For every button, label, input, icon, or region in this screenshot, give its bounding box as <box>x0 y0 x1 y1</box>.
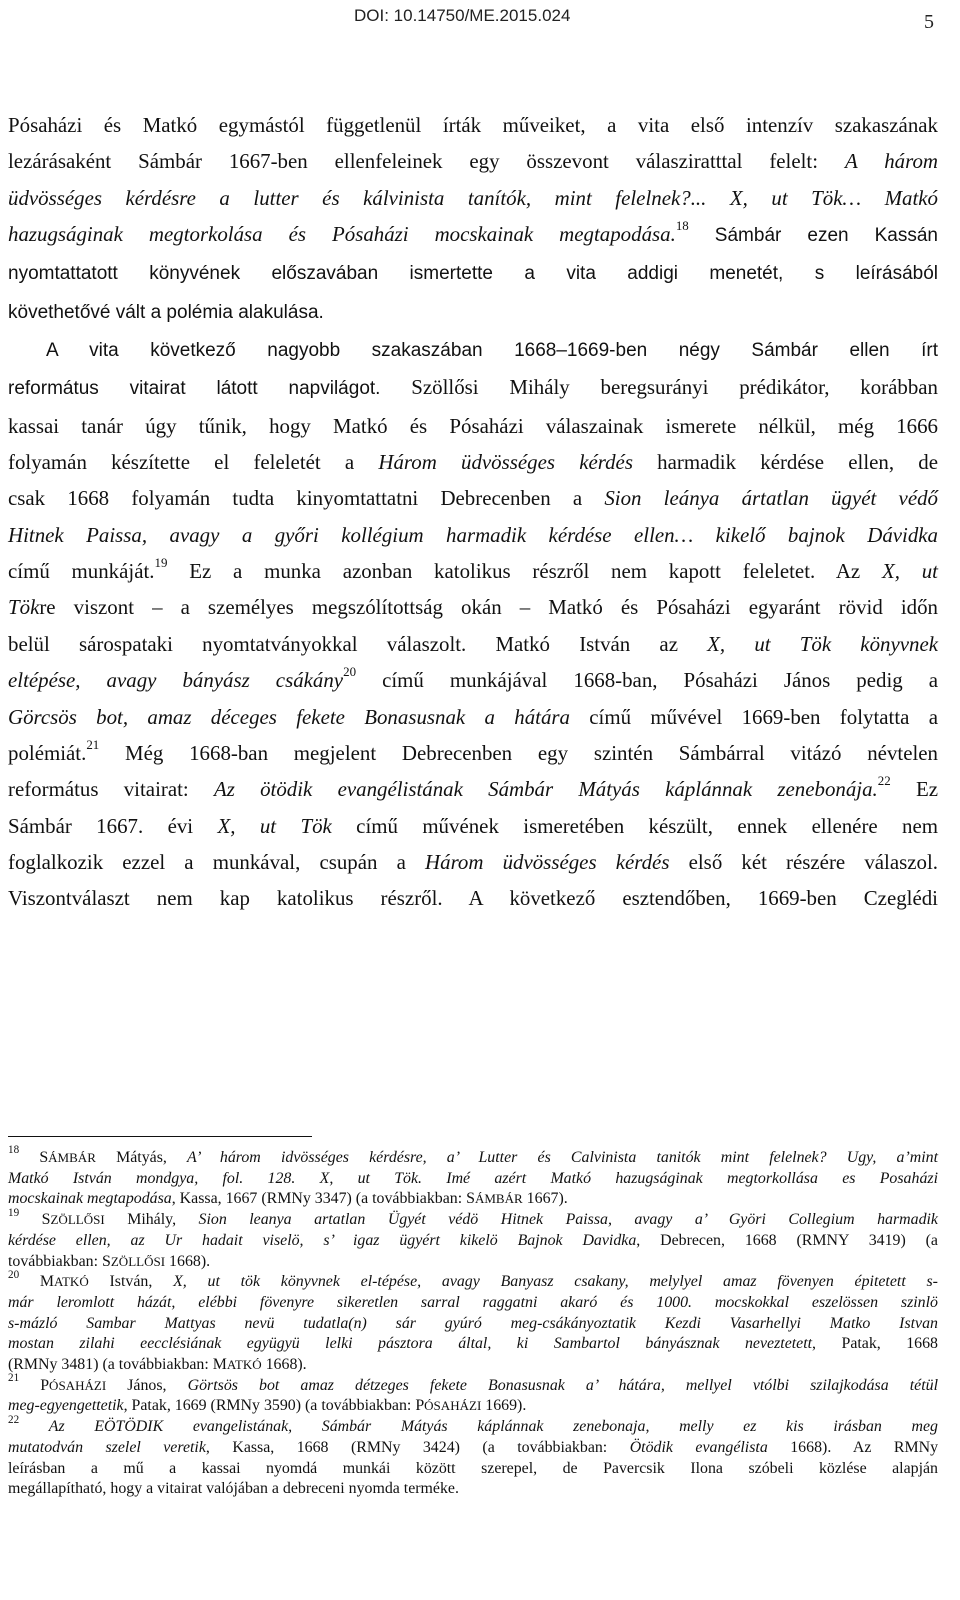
footnote-18-line-1: $^{18}$ SÁMBÁR Mátyás, A’ három idvösséges kérdésre, a’ Lutter és Calvinista tanitók mint felelnek? Ugy, a’mint <box>8 1144 938 1166</box>
paragraph-2-line-9: belül sárospataki nyomtatványokkal válaszolt. Matkó István az X, ut Tök könyvnek <box>8 631 939 656</box>
paragraph-1-line-2: lezárásaként Sámbár 1667-ben ellenfeleinek egy összevont válasziratttal felelt: A három <box>8 149 938 174</box>
paragraph-1-line-3: üdvösséges kérdésre a lutter és kálvinista tanítók, mint felelnek?... X, ut Tök… Matkó <box>8 185 938 210</box>
paragraph-2-line-3: kassai tanár úgy tűnik, hogy Matkó és Pósaházi válaszainak ismerete nélkül, még 1666 <box>8 413 938 438</box>
paragraph-2-line-1: A vita következő nagyobb szakaszában 1668–1669-ben négy Sámbár ellen írt <box>46 340 938 362</box>
paragraph-2-line-8: Tökre viszont – a személyes megszólítottság okán – Matkó és Pósaházi egyaránt rövid időn <box>8 595 938 620</box>
paragraph-1-line-5: nyomtattatott könyvének előszavában ismertette a vita addigi menetét, s leírásából <box>8 263 938 285</box>
footnote-21-line-2: meg-egyengettetik, Patak, 1669 (RMNy 3590) (a továbbiakban: PÓSAHÁZI 1669). <box>8 1397 527 1415</box>
footnote-separator <box>8 1136 312 1137</box>
paragraph-2-line-5: csak 1668 folyamán tudta kinyomtattatni Debrecenben a Sion leánya ártatlan ügyét védő <box>8 486 938 511</box>
footnote-18-line-3: mocskainak megtapodása, Kassa, 1667 (RMNy 3347) (a továbbiakban: SÁMBÁR 1667). <box>8 1190 568 1208</box>
paragraph-1-line-1: Pósaházi és Matkó egymástól függetlenül írták műveiket, a vita első intenzív szakaszának <box>8 113 938 137</box>
paragraph-1-line-4: hazugságinak megtorkolása és Pósaházi mocskainak megtapodása.$^{18}$ Sámbár ezen Kassán <box>8 217 938 247</box>
paragraph-2-line-4: folyamán készítette el feleletét a Három üdvösséges kérdés harmadik kérdése ellen, de <box>8 450 938 475</box>
footnotes <box>8 1144 939 1500</box>
paragraph-2-line-16: Viszontválaszt nem kap katolikus részről. A következő esztendőben, 1669-ben Czeglédi <box>8 886 938 911</box>
footnote-ref-19[interactable]: 19 <box>154 554 168 570</box>
footnote-19-line-1: $^{19}$ SZÖLLŐSI Mihály, Sion leanya artatlan Ügyét védö Hitnek Paissa, avagy a’ Györi Collegium harmadik <box>8 1206 938 1229</box>
doi-header: DOI: 10.14750/ME.2015.024 <box>354 6 571 25</box>
footnote-22-line-1: $^{22}$ Az EÖTÖDIK evangelistának, Sámbár Mátyás káplánnak zenebonaja, melly ez kis irásban meg <box>8 1413 938 1436</box>
paragraph-2-line-11: Görcsös bot, amaz déceges fekete Bonasusnak a hátára című művével 1669-ben folytatta a <box>8 704 938 729</box>
paragraph-2-line-7: című munkáját.$^{19}$ Ez a munka azonban katolikus részről nem kapott feleletet. Az X, ut <box>8 554 938 584</box>
paragraph-2-line-6: Hitnek Paissa, avagy a győri kollégium harmadik kérdése ellen… kikelő bajnok Dávidka <box>8 522 938 547</box>
footnote-19-line-3: továbbiakban: SZÖLLŐSI 1668). <box>8 1252 211 1270</box>
footnote-22-line-4: megállapítható, hogy a vitairat valójában a debreceni nyomda terméke. <box>8 1480 459 1498</box>
footnote-18-line-2: Matkó István mondgya, fol. 128. X, ut Tök. Imé azért Matkó hazugságinak megtorkollása es Posaházi <box>8 1169 938 1187</box>
footnote-22-line-2: mutatodván szelel veretik, Kassa, 1668 (RMNy 3424) (a továbbiakban: Ötödik evangélista 1668). Az RMNy <box>8 1438 939 1456</box>
paragraph-2-line-10: eltépése, avagy bányász csákány$^{20}$ című munkájával 1668-ban, Pósaházi János pedig a <box>8 663 939 693</box>
paragraph-2-line-2: református vitairat látott napvilágot. Szöllősi Mihály beregsurányi prédikátor, korábban <box>8 375 938 400</box>
footnote-22-line-3: leírásban a mű a kassai nyomdá munkái között szerepel, de Pavercsik Ilona szóbeli közlése alapján <box>8 1459 938 1477</box>
footnote-20-line-5: (RMNy 3481) (a továbbiakban: MATKÓ 1668). <box>8 1356 307 1374</box>
footnote-ref-21[interactable]: 21 <box>86 736 100 752</box>
footnote-20-line-1: $^{20}$ MATKÓ István, X, ut tök könyvnek el-tépése, avagy Banyasz csakany, melylyel amaz fövenyen épitetett s- <box>8 1268 938 1291</box>
footnote-ref-18[interactable]: 18 <box>675 217 689 233</box>
paragraph-2-line-14: Sámbár 1667. évi X, ut Tök című művének ismeretében készült, ennek ellenére nem <box>8 813 939 838</box>
page-number: 5 <box>924 11 934 33</box>
footnote-ref-20[interactable]: 20 <box>343 663 357 679</box>
footnote-ref-22[interactable]: 22 <box>877 772 891 788</box>
paragraph-2-line-12: polémiát.$^{21}$ Még 1668-ban megjelent Debrecenben egy szintén Sámbárral vitázó névtelen <box>8 736 938 765</box>
paragraph-1-line-6: követhetővé vált a polémia alakulása. <box>8 301 324 323</box>
body-text <box>8 107 938 917</box>
footnote-20-line-2: már leromlott házát, elébbi fövenyre sikeretlen sarral raggatni akaró és 1000. mocskokkal eszelössen szinlö <box>8 1293 938 1311</box>
paragraph-2-line-15: foglalkozik ezzel a munkával, csupán a Három üdvösséges kérdés első két részére válaszol. <box>8 849 938 874</box>
footnote-20-line-3: s-mázló Sambar Mattyas nevü tudatla(n) sár gyúró meg-csákányoztatik Kezdi Vasarhellyi Matko Istvan <box>8 1314 938 1332</box>
footnote-21-line-1: $^{21}$ PÓSAHÁZI János, Görtsös bot amaz détzeges fekete Bonasusnak a’ hátára, mellyel vtólbi szilajkodása tétül <box>8 1372 938 1394</box>
footnote-19-line-2: kérdése ellen, az Ur hadait viselö, s’ igaz ügyért kikelö Bajnok Davidka, Debrecen, 1668 (RMNY 3419) (a <box>8 1231 938 1249</box>
footnote-20-line-4: mostan zilahi eecclésiának együgyü lelki pásztora által, ki Sambartol bányásznak neveztetett, Patak, 1668 <box>8 1335 938 1353</box>
paragraph-2-line-13: református vitairat: Az ötödik evangélistának Sámbár Mátyás káplánnak zenebonája.$^{22}$ Ez <box>8 772 939 802</box>
